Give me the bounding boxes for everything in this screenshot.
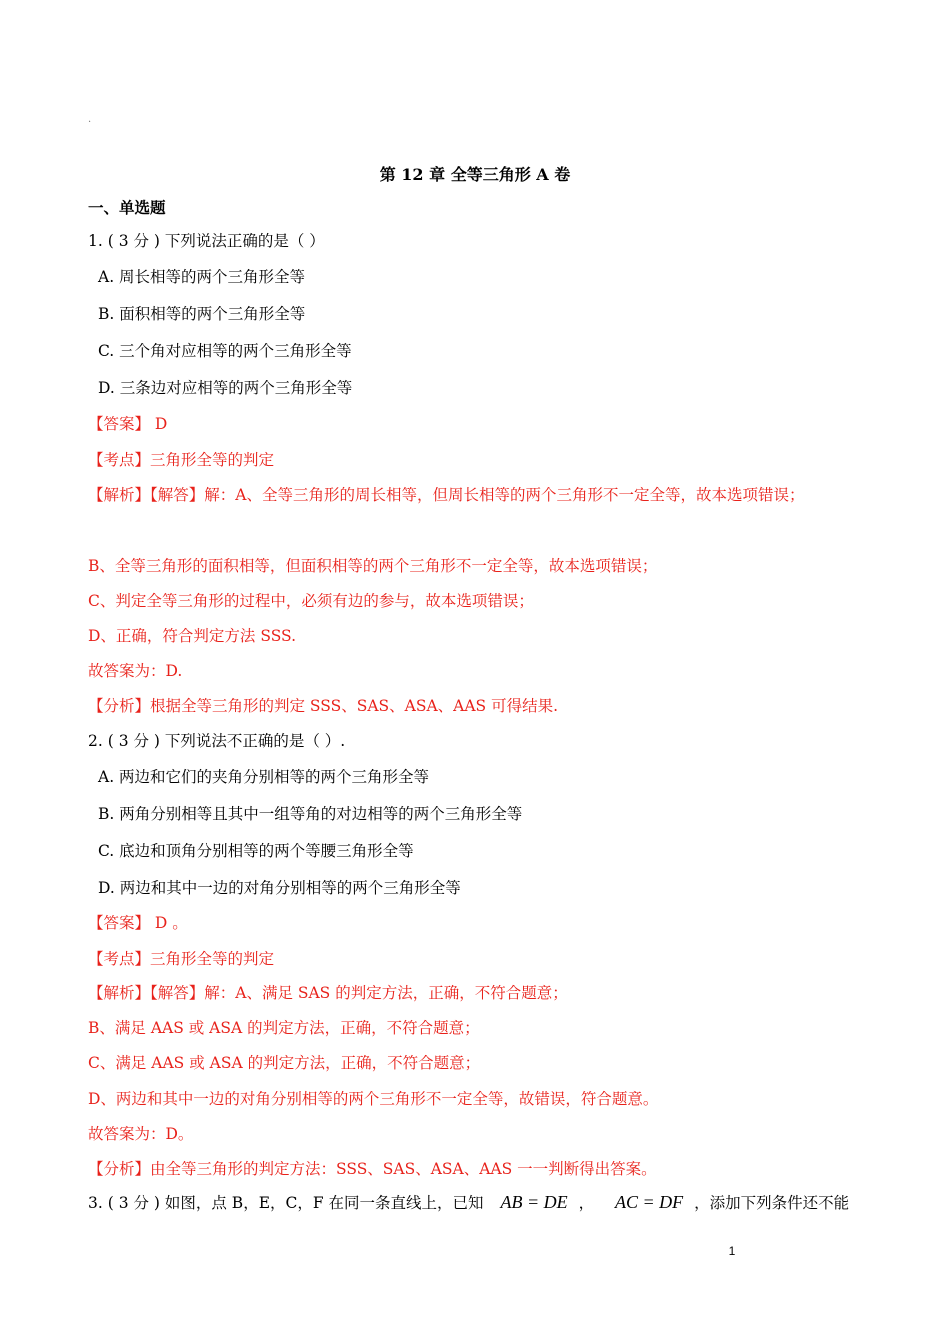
q2-conclusion: 故答案为：D。 bbox=[88, 1125, 194, 1143]
q3-stem bbox=[88, 1191, 849, 1214]
q1-option-a: A. 周长相等的两个三角形全等 bbox=[98, 268, 306, 286]
q2-knowledge-point: 【考点】三角形全等的判定 bbox=[88, 950, 275, 968]
q2-answer: 【答案】 D 。 bbox=[88, 914, 188, 932]
q2-analysis-line-3: C、满足 AAS 或 ASA 的判定方法，正确，不符合题意； bbox=[88, 1054, 481, 1072]
q3-stem-start: 3. ( 3 分 ) 如图，点 B，E，C，F 在同一条直线上，已知 bbox=[88, 1194, 484, 1212]
q1-analysis-line-1: 【解析】【解答】解：A、全等三角形的周长相等，但周长相等的两个三角形不一定全等，故本选项错误； bbox=[88, 486, 805, 504]
q1-comment: 【分析】根据全等三角形的判定 SSS、SAS、ASA、AAS 可得结果. bbox=[88, 697, 559, 715]
page-number: 1 bbox=[728, 1244, 736, 1258]
q2-option-b: B. 两角分别相等且其中一组等角的对边相等的两个三角形全等 bbox=[98, 805, 523, 823]
q3-math-ab-de: AB = DE bbox=[500, 1192, 568, 1212]
q1-analysis-line-2: B、全等三角形的面积相等，但面积相等的两个三角形不一定全等，故本选项错误； bbox=[88, 557, 658, 575]
q3-separator: ， bbox=[578, 1194, 595, 1212]
page-title: 第 12 章 全等三角形 A 卷 bbox=[379, 165, 571, 184]
q1-option-b: B. 面积相等的两个三角形全等 bbox=[98, 305, 306, 323]
q1-conclusion: 故答案为：D. bbox=[88, 662, 183, 680]
q1-analysis-line-4: D、正确，符合判定方法 SSS. bbox=[88, 627, 297, 645]
q1-option-d: D. 三条边对应相等的两个三角形全等 bbox=[98, 379, 353, 397]
q1-stem: 1. ( 3 分 ) 下列说法正确的是（ ） bbox=[88, 232, 325, 250]
section-heading: 一、单选题 bbox=[88, 198, 166, 217]
q2-option-c: C. 底边和顶角分别相等的两个等腰三角形全等 bbox=[98, 842, 414, 860]
q2-comment: 【分析】由全等三角形的判定方法：SSS、SAS、ASA、AAS 一一判断得出答案。 bbox=[88, 1160, 657, 1178]
q2-analysis-line-2: B、满足 AAS 或 ASA 的判定方法，正确，不符合题意； bbox=[88, 1019, 480, 1037]
q2-analysis-line-4: D、两边和其中一边的对角分别相等的两个三角形不一定全等，故错误，符合题意。 bbox=[88, 1090, 659, 1108]
q2-option-d: D. 两边和其中一边的对角分别相等的两个三角形全等 bbox=[98, 879, 461, 897]
q2-analysis-line-1: 【解析】【解答】解：A、满足 SAS 的判定方法，正确，不符合题意； bbox=[88, 984, 568, 1002]
q1-option-c: C. 三个角对应相等的两个三角形全等 bbox=[98, 342, 352, 360]
q2-stem: 2. ( 3 分 ) 下列说法不正确的是（ ）. bbox=[88, 732, 346, 750]
q1-analysis-line-3: C、判定全等三角形的过程中，必须有边的参与，故本选项错误； bbox=[88, 592, 534, 610]
corner-mark: . bbox=[88, 114, 92, 125]
q1-knowledge-point: 【考点】三角形全等的判定 bbox=[88, 451, 275, 469]
q3-math-ac-df: AC = DF bbox=[615, 1192, 684, 1212]
q3-stem-end: ，添加下列条件还不能 bbox=[694, 1194, 850, 1212]
q2-option-a: A. 两边和它们的夹角分别相等的两个三角形全等 bbox=[98, 768, 430, 786]
q1-answer: 【答案】 D bbox=[88, 415, 168, 433]
